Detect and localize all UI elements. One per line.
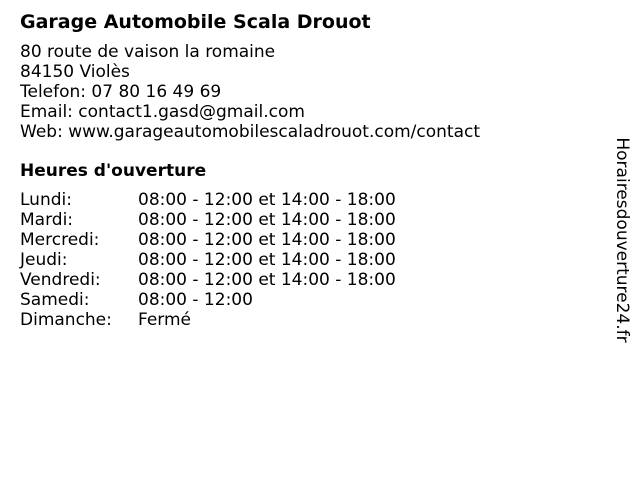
hours-row-wednesday <box>20 230 600 250</box>
day-hours: 08:00 - 12:00 et 14:00 - 18:00 <box>138 230 396 250</box>
hours-row-monday <box>20 190 600 210</box>
day-hours: 08:00 - 12:00 et 14:00 - 18:00 <box>138 210 396 230</box>
email-line: Email: contact1.gasd@gmail.com <box>20 102 305 122</box>
day-hours: Fermé <box>138 310 192 330</box>
hours-row-sunday <box>20 310 600 330</box>
hours-row-thursday <box>20 250 600 270</box>
hours-row-friday <box>20 270 600 290</box>
hours-row-saturday <box>20 290 600 310</box>
address-line-1: 80 route de vaison la romaine <box>20 42 276 62</box>
business-name: Garage Automobile Scala Drouot <box>20 11 371 33</box>
phone-line: Telefon: 07 80 16 49 69 <box>20 82 222 102</box>
hours-heading: Heures d'ouverture <box>20 161 207 181</box>
web-line: Web: www.garageautomobilescaladrouot.com/contact <box>20 122 480 142</box>
day-label: Mardi: <box>20 210 74 230</box>
day-label: Mercredi: <box>20 230 100 250</box>
address-line-2: 84150 Violès <box>20 62 130 82</box>
business-card <box>20 10 600 330</box>
day-hours: 08:00 - 12:00 et 14:00 - 18:00 <box>138 250 396 270</box>
day-label: Lundi: <box>20 190 72 210</box>
day-label: Jeudi: <box>20 250 68 270</box>
day-label: Dimanche: <box>20 310 112 330</box>
day-hours: 08:00 - 12:00 et 14:00 - 18:00 <box>138 270 396 290</box>
day-hours: 08:00 - 12:00 <box>138 290 253 310</box>
day-label: Vendredi: <box>20 270 101 290</box>
hours-row-tuesday <box>20 210 600 230</box>
site-watermark: Horairesdouverture24.fr <box>612 137 632 343</box>
day-hours: 08:00 - 12:00 et 14:00 - 18:00 <box>138 190 396 210</box>
day-label: Samedi: <box>20 290 90 310</box>
hours-table <box>20 190 600 330</box>
